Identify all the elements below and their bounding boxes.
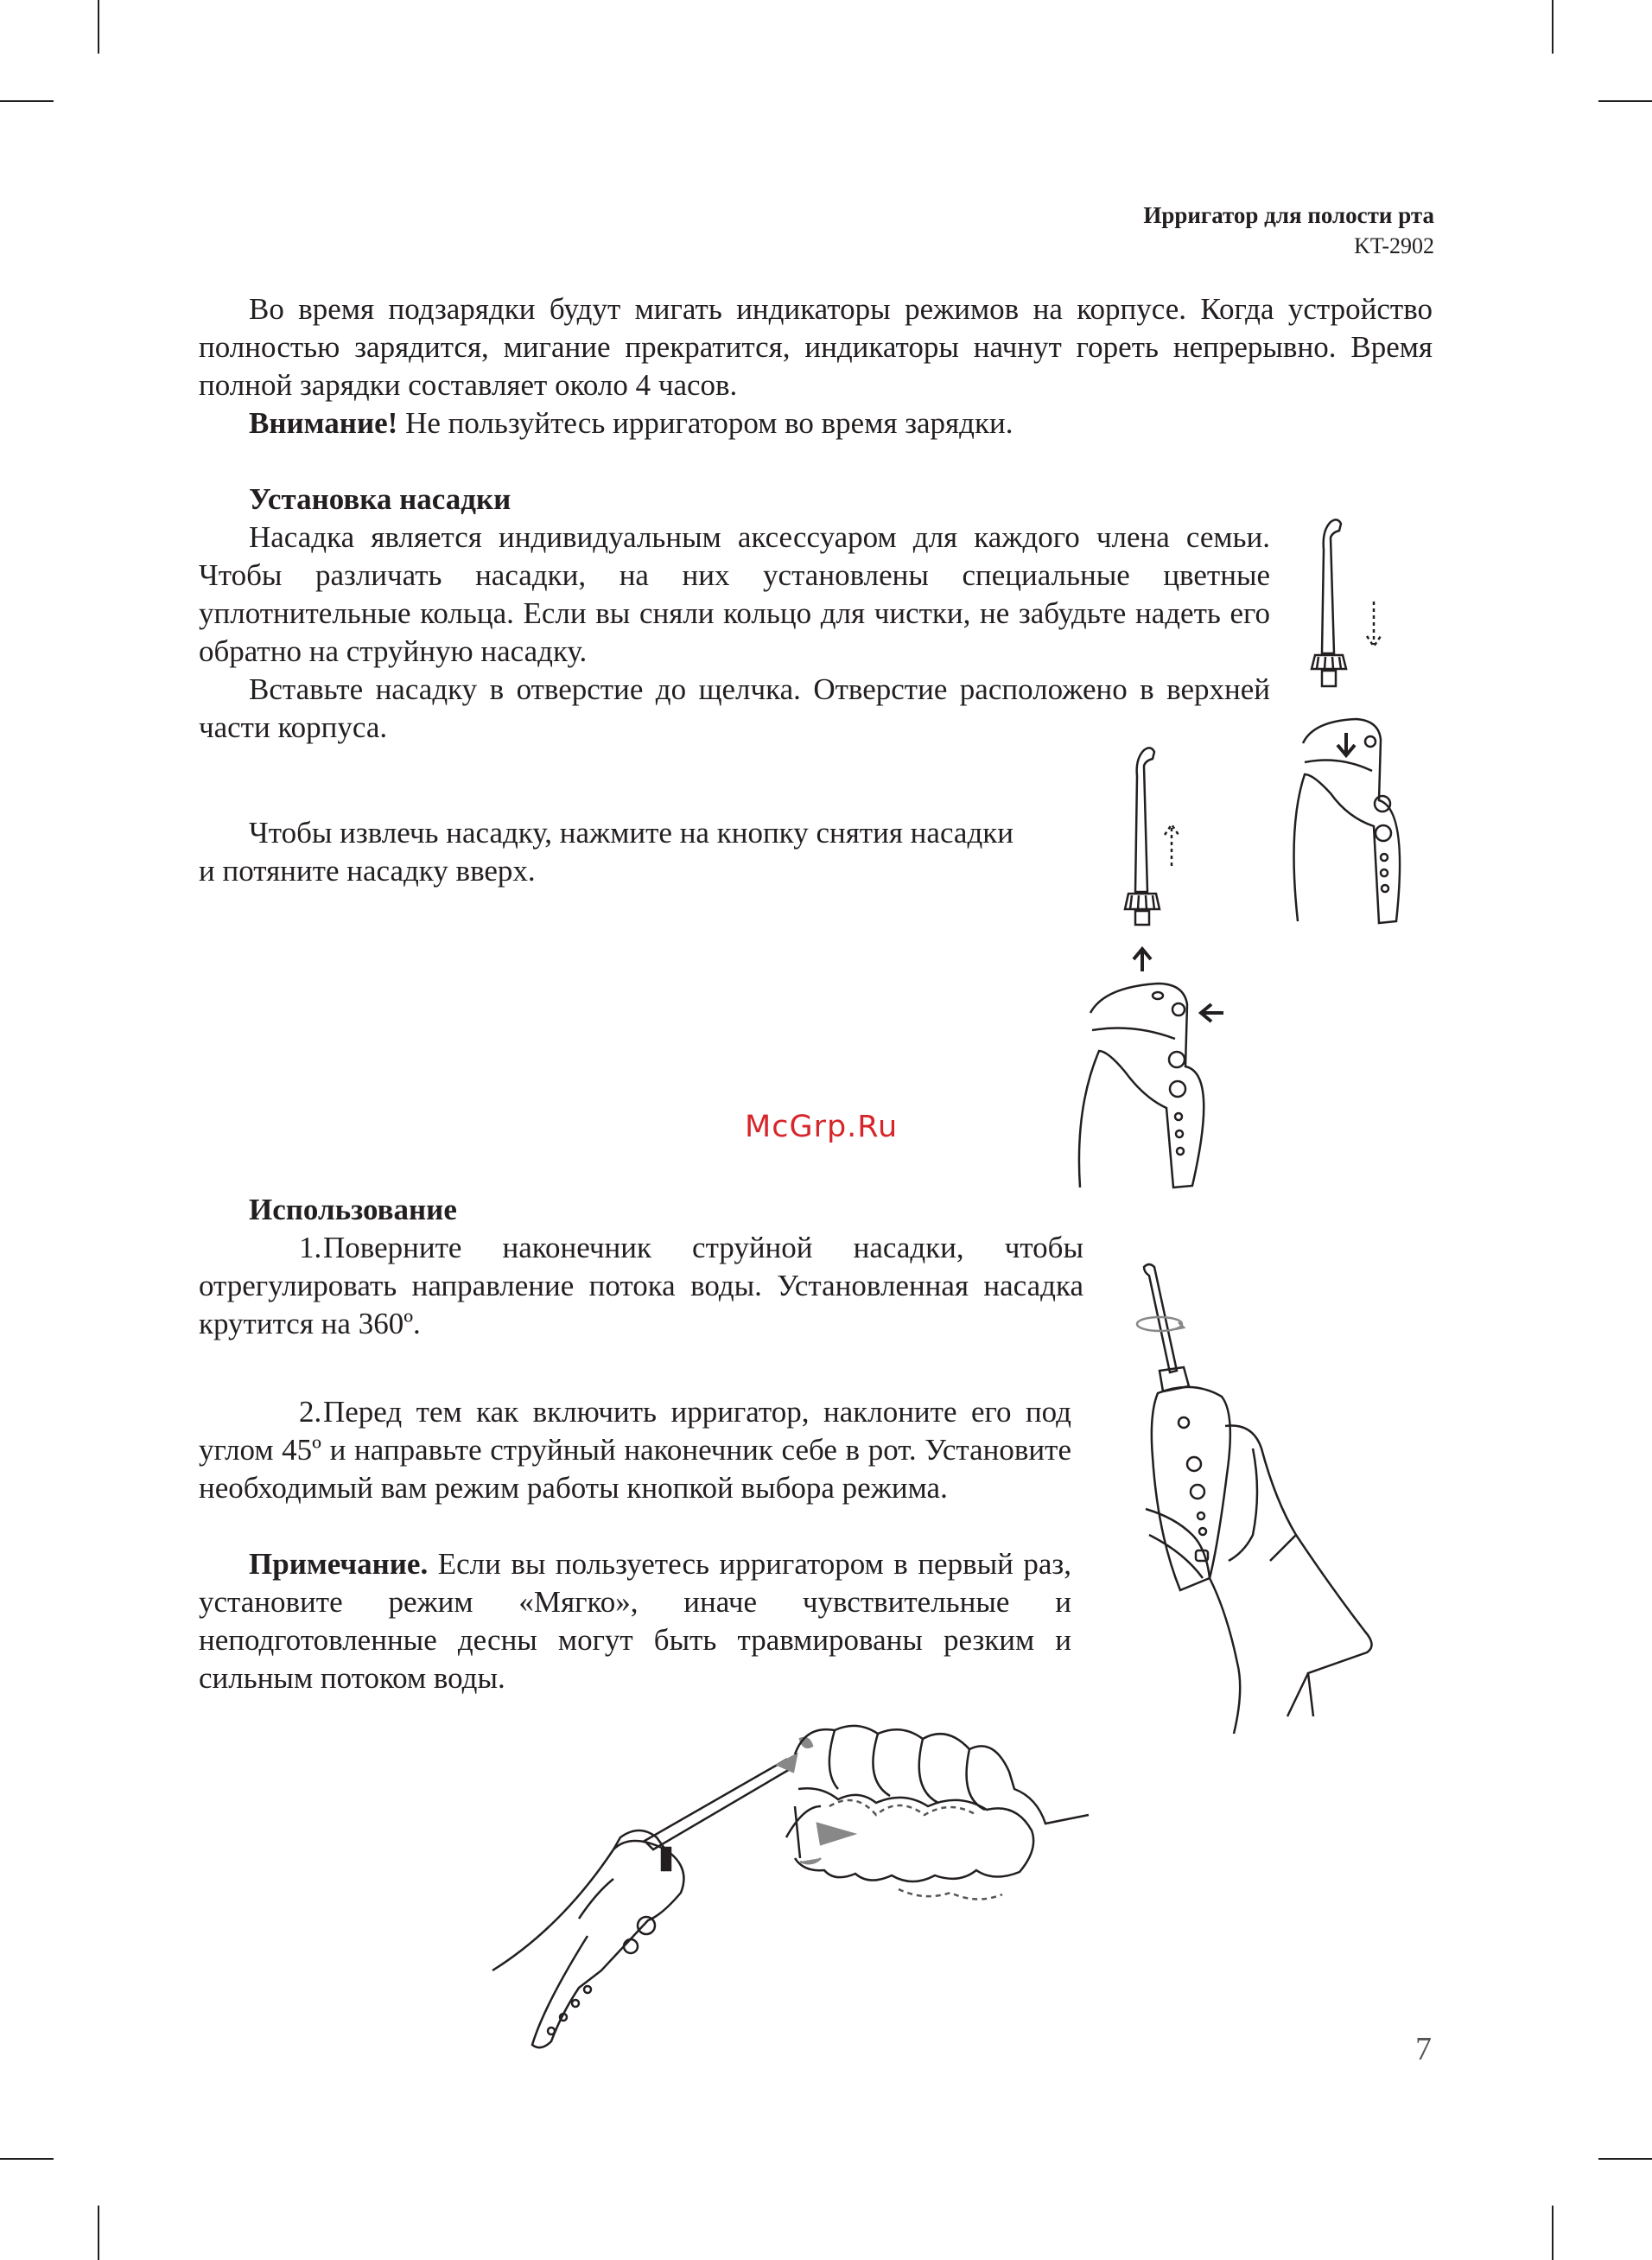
nozzle-tip (1135, 748, 1154, 892)
watermark: McGrp.Ru (745, 1110, 899, 1144)
warning-label: Внимание! (249, 406, 398, 440)
warning-text: Не пользуйтесь ирригатором во время зарядки. (397, 406, 1013, 440)
install-paragraph-3: Чтобы извлечь насадку, нажмите на кнопку снятия насадки и потяните насадку вверх. (199, 816, 1013, 888)
figure-hand-rotate (1123, 1250, 1382, 1734)
crop-mark (1598, 2158, 1652, 2160)
crop-mark (98, 2206, 99, 2260)
step-1-number: 1. (299, 1231, 322, 1264)
up-arrow-icon (1134, 949, 1151, 971)
install-paragraph-2: Вставьте насадку в отверстие до щелчка. Отверстие расположено в верхней части корпуса. (199, 672, 1270, 744)
usage-step-1 (199, 1229, 1083, 1343)
down-arrow-dotted-icon (1367, 602, 1381, 646)
charging-warning (199, 404, 1433, 442)
up-arrow-dotted-icon (1165, 824, 1179, 866)
usage-step-2 (199, 1393, 1071, 1507)
water-jet-icon (778, 1738, 812, 1772)
nozzle (645, 1760, 791, 1849)
note-text: Если вы пользуетесь ирригатором в первый раз, установите режим «Мягко», иначе чувствительные и неподготовленные десны могут быть травмированы резким и сильным потоком воды. (199, 1547, 1071, 1695)
irrigator-body (492, 1841, 683, 2047)
step-1-text: Поверните наконечник струйной насадки, чтобы отрегулировать направление потока воды. Установленная насадка крутится на 360º. (199, 1231, 1083, 1340)
page-number: 7 (1415, 2031, 1432, 2067)
charging-paragraph: Во время подзарядки будут мигать индикаторы режимов на корпусе. Когда устройство полностью зарядится, мигание прекратится, индикаторы начнут гореть непрерывно. Время полной зарядки составляет около 4 часов. (199, 292, 1433, 402)
flow-arrows-icon (829, 1800, 976, 1815)
header-title: Ирригатор для полости рта (1143, 202, 1434, 228)
crop-mark (1552, 2206, 1554, 2260)
nozzle-tip (1322, 519, 1341, 653)
header-model: KT-2902 (1354, 233, 1434, 258)
step-2-number: 2. (299, 1395, 322, 1429)
crop-mark (1552, 0, 1554, 54)
figure-remove-nozzle (1071, 745, 1261, 1194)
step-2-text: Перед тем как включить ирригатор, наклоните его под углом 45º и направьте струйный наконечник себе в рот. Установите необходимый вам режим работы кнопкой выбора режима. (199, 1395, 1071, 1505)
crop-mark (0, 2158, 54, 2160)
hand-outline (1146, 1426, 1372, 1734)
install-heading: Установка насадки (249, 482, 511, 516)
figure-mouth-cleaning (492, 1720, 1089, 2057)
crop-mark (0, 100, 54, 102)
down-arrow-icon (1337, 733, 1355, 755)
left-arrow-icon (1201, 1004, 1223, 1022)
install-paragraph-1: Насадка является индивидуальным аксессуаром для каждого члена семьи. Чтобы различать насадки, на них установлены специальные цветные уплотнительные кольца. Если вы сняли кольцо для чистки, не забудьте надеть его обратно на струйную насадку. (199, 520, 1270, 668)
note-label: Примечание. (249, 1547, 429, 1581)
figure-insert-nozzle (1279, 515, 1417, 930)
crop-mark (98, 0, 99, 54)
usage-note (199, 1545, 1071, 1697)
usage-heading: Использование (249, 1193, 457, 1226)
water-spray-icon (800, 1824, 854, 1863)
crop-mark (1598, 100, 1652, 102)
